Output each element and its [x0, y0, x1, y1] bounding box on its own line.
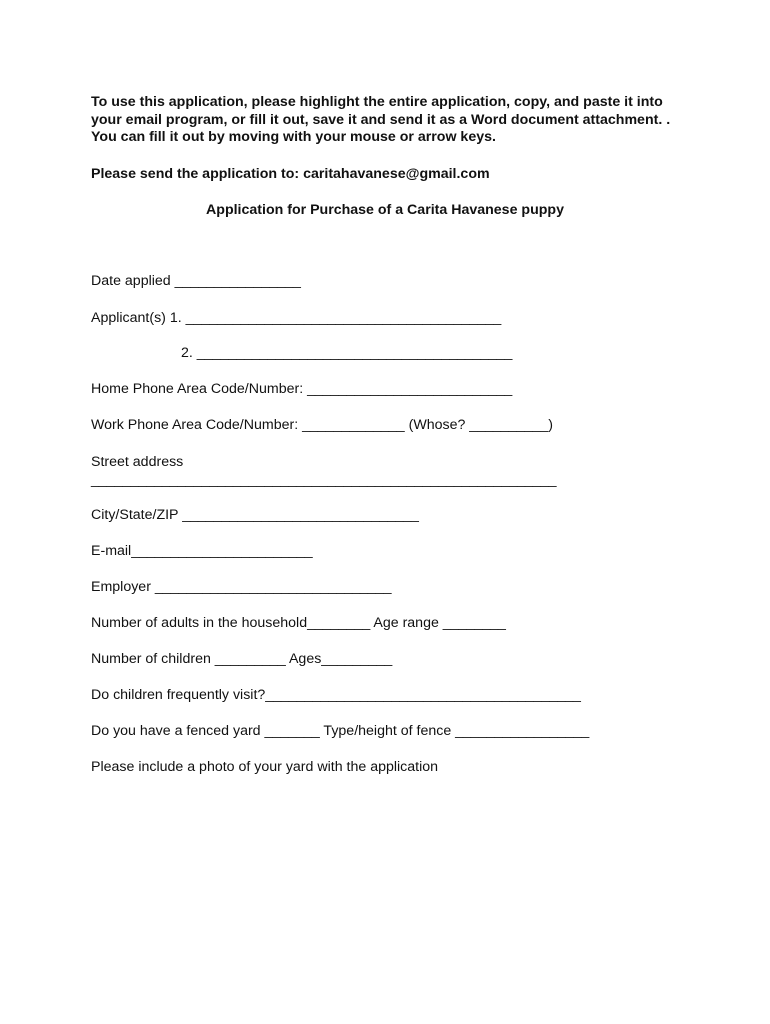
employer-field[interactable]: Employer ______________________________ — [91, 579, 392, 595]
email-field[interactable]: E-mail_______________________ — [91, 543, 313, 559]
date-applied-field[interactable]: Date applied ________________ — [91, 273, 301, 289]
work-phone-field[interactable]: Work Phone Area Code/Number: _____________ (Whose? __________) — [91, 417, 553, 433]
street-address-field[interactable]: ___________________________________________________________ — [91, 472, 557, 488]
home-phone-field[interactable]: Home Phone Area Code/Number: __________________________ — [91, 381, 513, 397]
children-field[interactable]: Number of children _________ Ages_________ — [91, 651, 393, 667]
children-visit-field[interactable]: Do children frequently visit?________________________________________ — [91, 687, 581, 703]
yard-photo-note: Please include a photo of your yard with the application — [91, 759, 439, 775]
send-to-line: Please send the application to: caritahavanese@gmail.com — [91, 166, 490, 182]
applicant-2-field[interactable]: 2. ________________________________________ — [181, 345, 513, 361]
instructions-paragraph: To use this application, please highlight the entire application, copy, and paste it into your email program, or fill it out, save it and send it as a Word document attachment. . You can fill it out by moving with your mouse or arrow keys. — [91, 94, 671, 145]
form-title: Application for Purchase of a Carita Havanese puppy — [206, 202, 564, 218]
fenced-yard-field[interactable]: Do you have a fenced yard _______ Type/height of fence _________________ — [91, 723, 590, 739]
street-address-label: Street address — [91, 454, 184, 470]
adults-household-field[interactable]: Number of adults in the household________ Age range ________ — [91, 615, 506, 631]
applicant-1-field[interactable]: Applicant(s) 1. ________________________________________ — [91, 310, 502, 326]
city-state-zip-field[interactable]: City/State/ZIP ______________________________ — [91, 507, 419, 523]
